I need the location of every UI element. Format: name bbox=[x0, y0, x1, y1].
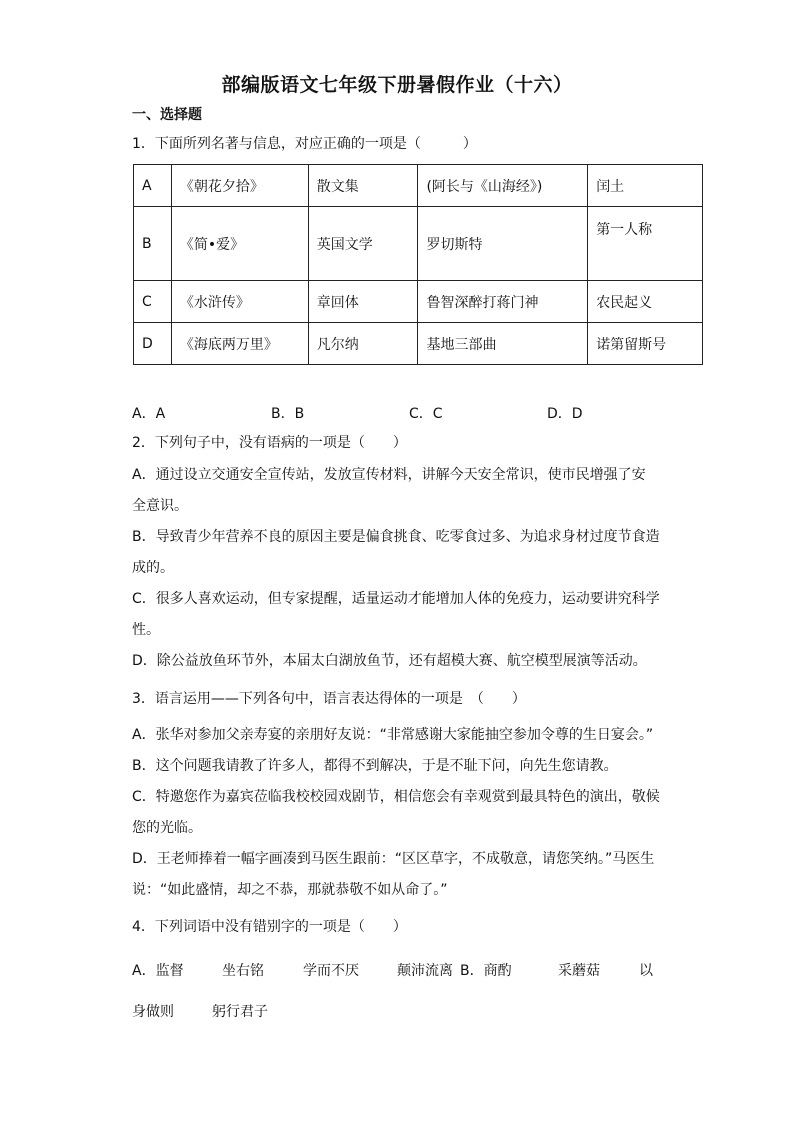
page-title: 部编版语文七年级下册暑假作业（十六） bbox=[221, 74, 573, 96]
q4-word: 以 bbox=[639, 963, 653, 979]
q3-option-b[interactable]: B．这个问题我请教了许多人，都得不到解决，于是不耻下问，向先生您请教。 bbox=[132, 758, 618, 774]
table-cell: 诺第留斯号 bbox=[588, 323, 703, 365]
table-cell: 《简•爱》 bbox=[171, 207, 308, 281]
table-row bbox=[134, 207, 703, 281]
table-cell: (阿长与《山海经》) bbox=[418, 165, 588, 207]
table-cell: 《海底两万里》 bbox=[171, 323, 308, 365]
q4-option-b[interactable]: B．商酌 bbox=[460, 963, 512, 979]
q1-option-b[interactable]: B．B bbox=[271, 406, 305, 422]
table-row bbox=[134, 165, 703, 207]
q2-option-b-cont: 成的。 bbox=[132, 560, 174, 576]
table-cell: 基地三部曲 bbox=[418, 323, 588, 365]
q3-option-c[interactable]: C．特邀您作为嘉宾莅临我校校园戏剧节，相信您会有幸观赏到最具特色的演出，敬候 bbox=[132, 789, 660, 805]
q2-option-d[interactable]: D．除公益放鱼环节外，本届太白湖放鱼节，还有超模大赛、航空模型展演等活动。 bbox=[132, 653, 647, 669]
table-cell: 凡尔纳 bbox=[308, 323, 418, 365]
q2-option-a[interactable]: A．通过设立交通安全宣传站，发放宣传材料，讲解今天安全常识，使市民增强了安 bbox=[132, 467, 646, 483]
q1-option-a[interactable]: A．A bbox=[132, 406, 166, 422]
table-cell: 章回体 bbox=[308, 281, 418, 323]
q4-word: 躬行君子 bbox=[212, 1004, 268, 1020]
q3-option-c-cont: 您的光临。 bbox=[132, 820, 202, 836]
q1-option-d[interactable]: D．D bbox=[547, 406, 583, 422]
q3-option-a[interactable]: A．张华对参加父亲寿宴的亲朋好友说：“非常感谢大家能抽空参加令尊的生日宴会。” bbox=[132, 727, 654, 743]
table-cell: A bbox=[134, 165, 172, 207]
table-cell: 闰土 bbox=[588, 165, 703, 207]
table-cell: 英国文学 bbox=[308, 207, 418, 281]
q2-option-c[interactable]: C．很多人喜欢运动，但专家提醒，适量运动才能增加人体的免疫力，运动要讲究科学 bbox=[132, 591, 660, 607]
table-cell: B bbox=[134, 207, 172, 281]
table-row bbox=[134, 323, 703, 365]
q2-option-b[interactable]: B．导致青少年营养不良的原因主要是偏食挑食、吃零食过多、为追求身材过度节食造 bbox=[132, 529, 660, 545]
q2-option-a-cont: 全意识。 bbox=[132, 498, 188, 514]
table-cell: 罗切斯特 bbox=[418, 207, 588, 281]
table-cell: 鲁智深醉打蒋门神 bbox=[418, 281, 588, 323]
q3-option-d-cont: 说：“如此盛情，却之不恭，那就恭敬不如从命了。” bbox=[132, 882, 448, 898]
q4-option-a[interactable]: A．监督 bbox=[132, 963, 184, 979]
table-cell: C bbox=[134, 281, 172, 323]
table-cell: 散文集 bbox=[308, 165, 418, 207]
q4-word: 采蘑菇 bbox=[558, 963, 600, 979]
q4-word: 学而不厌 bbox=[303, 963, 359, 979]
q1-option-c[interactable]: C．C bbox=[409, 406, 443, 422]
table-row bbox=[134, 281, 703, 323]
q3-option-d[interactable]: D．王老师捧着一幅字画凑到马医生跟前：“区区草字，不成敬意，请您笑纳。”马医生 bbox=[132, 851, 655, 867]
q4-word: 身做则 bbox=[132, 1004, 174, 1020]
table-cell: D bbox=[134, 323, 172, 365]
q2-stem: 2．下列句子中，没有语病的一项是（ ） bbox=[132, 435, 407, 451]
table-cell: 第一人称 bbox=[588, 207, 703, 281]
q4-word: 颠沛流离 bbox=[397, 963, 453, 979]
table-cell: 《水浒传》 bbox=[171, 281, 308, 323]
q1-stem: 1．下面所列名著与信息，对应正确的一项是（ ） bbox=[132, 136, 477, 152]
table-cell: 《朝花夕拾》 bbox=[171, 165, 308, 207]
section-heading: 一、选择题 bbox=[132, 107, 202, 123]
q4-stem: 4．下列词语中没有错别字的一项是（ ） bbox=[132, 919, 407, 935]
q4-word: 坐右铭 bbox=[222, 963, 264, 979]
q1-table bbox=[133, 164, 703, 365]
q2-option-c-cont: 性。 bbox=[132, 622, 160, 638]
q3-stem: 3．语言运用——下列各句中，语言表达得体的一项是 （ ） bbox=[132, 691, 526, 707]
table-cell: 农民起义 bbox=[588, 281, 703, 323]
